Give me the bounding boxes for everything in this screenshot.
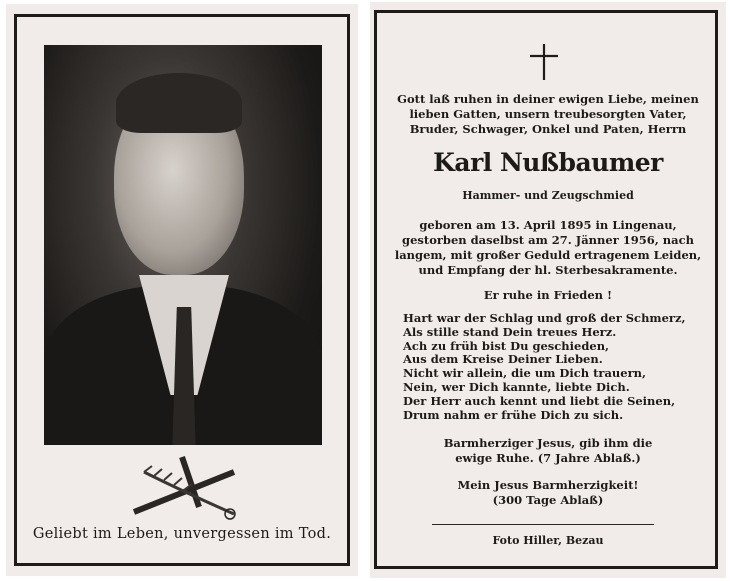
intro-line: Gott laß ruhen in deiner ewigen Liebe, meinen <box>397 92 699 106</box>
deceased-name: Karl Nußbaumer <box>433 148 663 177</box>
bio-line: gestorben daselbst am 27. Jänner 1956, nach <box>402 233 694 247</box>
prayer-indulgence-1 <box>380 436 716 466</box>
intro-text <box>380 92 716 137</box>
hair <box>116 73 242 133</box>
prayer-indulgence-2 <box>380 478 716 508</box>
rest-in-peace: Er ruhe in Frieden ! <box>483 288 613 302</box>
poem-line: Hart war der Schlag und groß der Schmerz, <box>403 311 686 325</box>
prayer-line: Mein Jesus Barmherzigkeit! <box>457 478 639 492</box>
poem-line: Drum nahm er frühe Dich zu sich. <box>403 407 624 422</box>
prayer-line: ewige Ruhe. (7 Jahre Ablaß.) <box>455 451 641 465</box>
poem-line: Nein, wer Dich kannte, liebte Dich. <box>403 379 630 394</box>
memorial-caption: Geliebt im Leben, unvergessen im Tod. <box>32 526 332 542</box>
divider <box>432 524 654 525</box>
cross-icon <box>527 42 561 82</box>
bio-line: geboren am 13. April 1895 in Lingenau, <box>419 218 677 232</box>
bio-line: und Empfang der hl. Sterbesakramente. <box>418 263 678 277</box>
poem <box>403 312 713 422</box>
memorial-card-photo-side <box>6 4 358 576</box>
portrait-photo <box>44 45 322 445</box>
prayer-line: Barmherziger Jesus, gib ihm die <box>443 436 653 450</box>
occupation: Hammer- und Zeugschmied <box>462 189 634 202</box>
memorial-card-text-side <box>370 2 726 578</box>
prayer-line: (300 Tage Ablaß) <box>492 493 604 507</box>
biography <box>380 218 716 278</box>
cross-and-palm-icon <box>124 452 244 522</box>
intro-line: Bruder, Schwager, Onkel und Paten, Herrn <box>409 122 687 136</box>
intro-line: lieben Gatten, unsern treubesorgten Vater, <box>409 107 687 121</box>
photographer-credit: Foto Hiller, Bezau <box>492 534 604 547</box>
bio-line: langem, mit großer Geduld ertragenem Leiden, <box>394 248 702 262</box>
poem-line: Ach zu früh bist Du geschieden, <box>403 338 610 353</box>
poem-line: Aus dem Kreise Deiner Lieben. <box>403 352 603 367</box>
poem-line: Der Herr auch kennt und liebt die Seinen, <box>403 393 676 408</box>
poem-line: Als stille stand Dein treues Herz. <box>403 324 617 339</box>
poem-line: Nicht wir allein, die um Dich trauern, <box>403 366 647 381</box>
